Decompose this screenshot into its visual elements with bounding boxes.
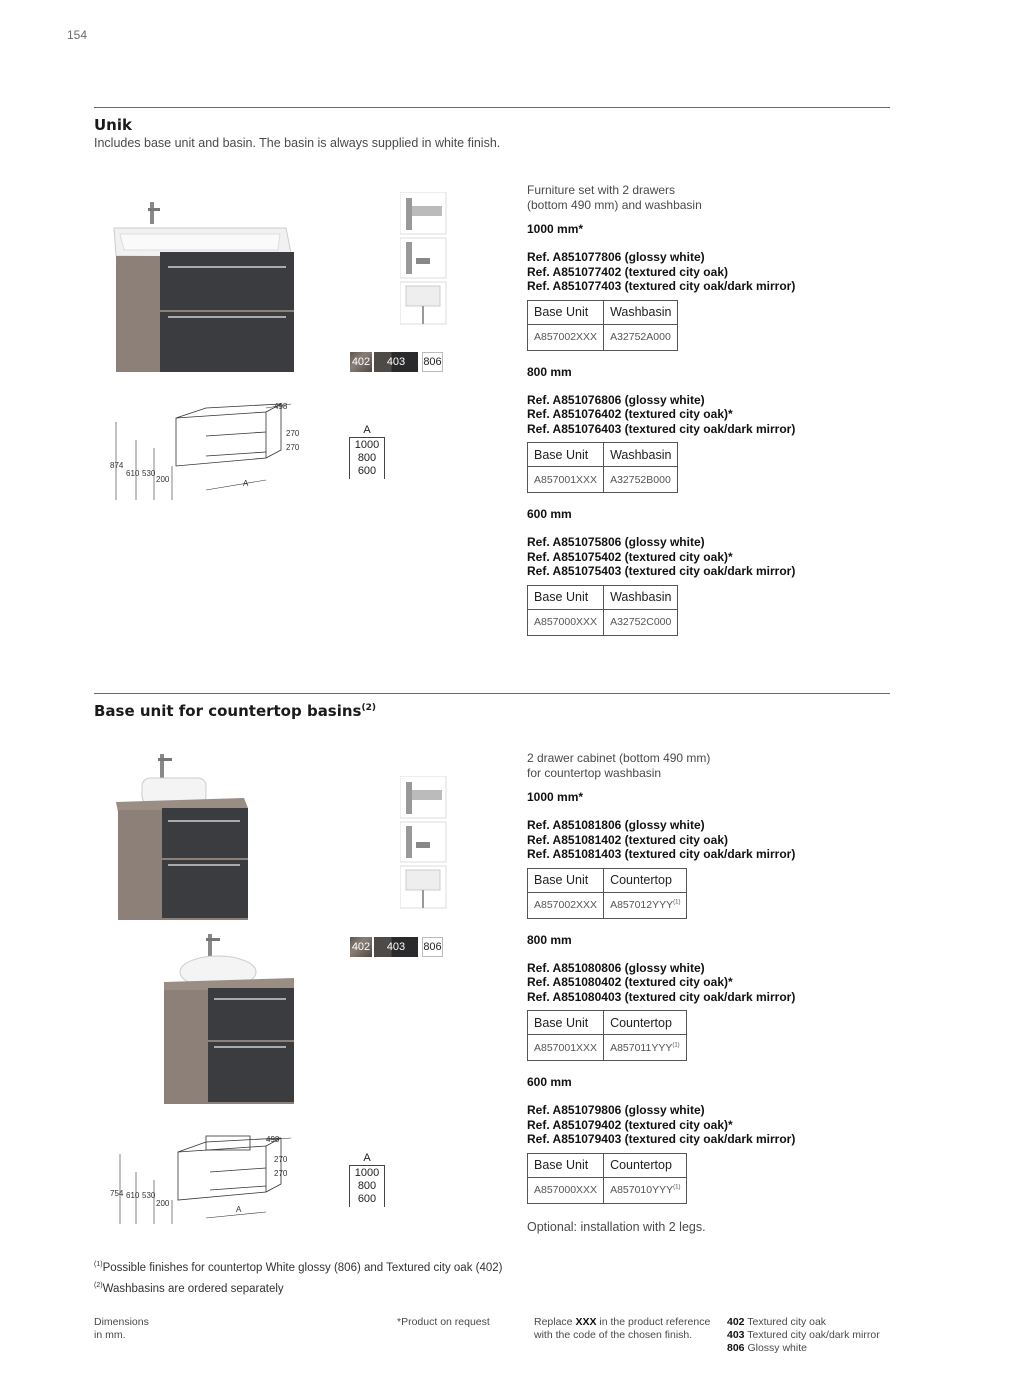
dim-270a: 270 xyxy=(286,429,300,438)
finish-legend-item xyxy=(727,1329,880,1342)
table-header: Base Unit xyxy=(528,443,604,467)
section-title: Unik xyxy=(94,116,132,134)
finish-label: Textured city oak/dark mirror xyxy=(744,1329,880,1341)
component-table xyxy=(527,868,687,919)
size-1000: 1000 xyxy=(354,1167,380,1179)
table-header: Countertop xyxy=(604,1153,687,1177)
footnote-mark: (1) xyxy=(672,1042,680,1048)
description-line: Furniture set with 2 drawers xyxy=(527,183,676,197)
dimension-drawing xyxy=(106,400,306,500)
footer-dimensions-note xyxy=(94,1316,149,1342)
section-title-text: Base unit for countertop basins xyxy=(94,702,362,720)
optional-note: Optional: installation with 2 legs. xyxy=(527,1219,706,1234)
reference: Ref. A851080402 (textured city oak)* xyxy=(527,975,733,989)
reference: Ref. A851081403 (textured city oak/dark mirror) xyxy=(527,847,796,861)
dim-width: A xyxy=(236,1205,242,1214)
footnote-mark: (1) xyxy=(94,1261,103,1268)
component-table xyxy=(527,442,678,493)
reference: Ref. A851079402 (textured city oak)* xyxy=(527,1117,733,1132)
component-table xyxy=(527,1010,687,1061)
variant-size: 1000 mm* xyxy=(527,222,584,236)
component-table xyxy=(527,300,678,351)
footnote-mark: (1) xyxy=(673,1184,681,1191)
size-list-header: A xyxy=(363,424,371,436)
size-600: 600 xyxy=(357,1193,377,1205)
footer-code: XXX xyxy=(575,1316,597,1328)
reference: Ref. A851081402 (textured city oak) xyxy=(527,832,728,847)
table-header: Base Unit xyxy=(528,868,604,892)
finish-label: Glossy white xyxy=(744,1342,807,1354)
reference: Ref. A851075402 (textured city oak)* xyxy=(527,549,733,564)
table-cell: A32752B000 xyxy=(604,467,678,493)
table-header: Base Unit xyxy=(528,300,604,324)
dim-width: A xyxy=(243,479,249,488)
swatch-402: 402 xyxy=(350,937,372,957)
dim-610: 610 xyxy=(126,469,140,478)
footnote-text: Washbasins are ordered separately xyxy=(102,1282,284,1295)
reference: Ref. A851076402 (textured city oak)* xyxy=(527,407,733,421)
footer-line: Dimensions xyxy=(94,1316,149,1328)
reference: Ref. A851075403 (textured city oak/dark mirror) xyxy=(527,564,796,578)
finish-swatches xyxy=(350,937,443,957)
swatch-806: 806 xyxy=(422,352,443,372)
table-cell: A857001XXX xyxy=(528,467,604,493)
swatch-402: 402 xyxy=(350,352,372,372)
code-text: A857012YYY xyxy=(610,899,674,911)
footer-replace-note xyxy=(534,1316,710,1342)
size-list xyxy=(349,424,385,479)
reference: Ref. A851076806 (glossy white) xyxy=(527,392,705,407)
footer-text: Replace xyxy=(534,1316,576,1328)
reference-list xyxy=(527,250,887,294)
section-title-footnote: (2) xyxy=(361,703,376,713)
dim-200: 200 xyxy=(156,1199,170,1208)
dimension-drawing xyxy=(106,1132,306,1228)
swatch-403: 403 xyxy=(374,937,418,957)
finish-legend-item xyxy=(727,1316,880,1329)
reference-list xyxy=(527,961,887,1005)
footer-finish-legend xyxy=(727,1316,880,1355)
section-intro: Includes base unit and basin. The basin is always supplied in white finish. xyxy=(94,136,501,150)
countertop-unit-image-round-basin xyxy=(160,932,300,1106)
dim-610: 610 xyxy=(126,1191,140,1200)
product-description xyxy=(527,751,887,781)
table-header: Washbasin xyxy=(604,585,678,609)
footer-line: in mm. xyxy=(94,1329,126,1341)
footnote-2 xyxy=(94,1277,503,1298)
size-1000: 1000 xyxy=(354,439,380,451)
reference-list xyxy=(527,535,887,579)
dim-530: 530 xyxy=(142,469,156,478)
table-cell: A857002XXX xyxy=(528,892,604,918)
reference: Ref. A851080806 (glossy white) xyxy=(527,960,705,975)
table-header: Countertop xyxy=(604,1011,687,1035)
table-cell: A857001XXX xyxy=(528,1035,604,1061)
section-title xyxy=(94,702,376,720)
code-text: A857011YYY xyxy=(610,1041,673,1054)
reference: Ref. A851080403 (textured city oak/dark mirror) xyxy=(527,989,796,1004)
table-header: Washbasin xyxy=(604,443,678,467)
table-header: Washbasin xyxy=(604,300,678,324)
table-cell: A32752A000 xyxy=(604,324,678,350)
table-cell xyxy=(604,1035,687,1061)
dim-530: 530 xyxy=(142,1191,156,1200)
swatch-806: 806 xyxy=(422,937,443,957)
reference-list xyxy=(527,393,887,437)
swatch-403: 403 xyxy=(374,352,418,372)
size-800: 800 xyxy=(357,452,377,464)
variant-size: 600 mm xyxy=(527,1075,572,1089)
reference: Ref. A851077402 (textured city oak) xyxy=(527,264,728,279)
table-cell: A857002XXX xyxy=(528,324,604,350)
finish-legend-item xyxy=(727,1342,880,1355)
finish-code: 403 xyxy=(727,1329,745,1341)
finish-swatches xyxy=(350,352,443,372)
finish-code: 402 xyxy=(727,1316,745,1328)
installation-icons xyxy=(400,192,448,327)
variant-size: 1000 mm* xyxy=(527,790,584,804)
installation-icons xyxy=(400,776,448,911)
section-divider xyxy=(94,693,890,694)
table-header: Countertop xyxy=(604,868,687,892)
table-header: Base Unit xyxy=(528,1153,604,1177)
variant-size: 800 mm xyxy=(527,932,572,947)
component-table xyxy=(527,585,678,636)
countertop-unit-image-square-basin xyxy=(114,750,254,922)
footnote-mark: (2) xyxy=(94,1281,103,1289)
reference-list xyxy=(527,1103,887,1147)
reference: Ref. A851079403 (textured city oak/dark mirror) xyxy=(527,1132,796,1146)
table-cell: A857000XXX xyxy=(528,609,604,635)
reference: Ref. A851075806 (glossy white) xyxy=(527,535,705,549)
size-800: 800 xyxy=(357,1180,377,1192)
table-cell: A857000XXX xyxy=(528,1177,604,1203)
dim-498: 498 xyxy=(266,1135,280,1144)
page-number: 154 xyxy=(67,28,88,42)
reference: Ref. A851077806 (glossy white) xyxy=(527,250,705,264)
footnote-text: Possible finishes for countertop White glossy (806) and Textured city oak (402) xyxy=(102,1261,503,1274)
section-divider xyxy=(94,107,890,108)
product-info-column xyxy=(527,183,887,642)
footnote-mark: (1) xyxy=(673,899,681,906)
table-header: Base Unit xyxy=(528,585,604,609)
finish-label: Textured city oak xyxy=(744,1316,827,1328)
footnote-1 xyxy=(94,1256,503,1277)
description-line: (bottom 490 mm) and washbasin xyxy=(527,198,702,212)
description-line: for countertop washbasin xyxy=(527,766,662,780)
dim-height: 754 xyxy=(110,1189,124,1198)
footer-on-request: *Product on request xyxy=(397,1316,490,1328)
code-text: A857010YYY xyxy=(610,1184,674,1196)
dim-200: 200 xyxy=(156,475,170,484)
reference: Ref. A851079806 (glossy white) xyxy=(527,1103,705,1117)
footer-line xyxy=(534,1316,710,1329)
reference: Ref. A851077403 (textured city oak/dark mirror) xyxy=(527,279,796,293)
finish-code: 806 xyxy=(727,1342,745,1354)
dim-270b: 270 xyxy=(286,443,300,452)
footnotes xyxy=(94,1256,503,1298)
variant-size: 600 mm xyxy=(527,507,572,521)
product-description xyxy=(527,183,887,213)
product-info-column xyxy=(527,751,887,1234)
dim-270b: 270 xyxy=(274,1169,288,1178)
table-cell xyxy=(604,892,687,918)
reference-list xyxy=(527,818,887,862)
dim-270a: 270 xyxy=(274,1155,288,1164)
footer-line: with the code of the chosen finish. xyxy=(534,1329,693,1341)
dim-height: 874 xyxy=(110,461,124,470)
size-list-header: A xyxy=(363,1152,371,1164)
size-list xyxy=(349,1152,385,1207)
dim-498: 498 xyxy=(274,402,288,411)
size-600: 600 xyxy=(357,465,377,477)
description-line: 2 drawer cabinet (bottom 490 mm) xyxy=(527,751,711,765)
table-cell xyxy=(604,1177,687,1203)
vanity-unit-image xyxy=(110,198,300,376)
variant-size: 800 mm xyxy=(527,364,572,379)
table-header: Base Unit xyxy=(528,1011,604,1035)
footer-text: in the product reference xyxy=(596,1316,711,1328)
table-cell: A32752C000 xyxy=(604,609,678,635)
reference: Ref. A851076403 (textured city oak/dark mirror) xyxy=(527,421,796,436)
reference: Ref. A851081806 (glossy white) xyxy=(527,818,705,832)
component-table xyxy=(527,1153,687,1204)
